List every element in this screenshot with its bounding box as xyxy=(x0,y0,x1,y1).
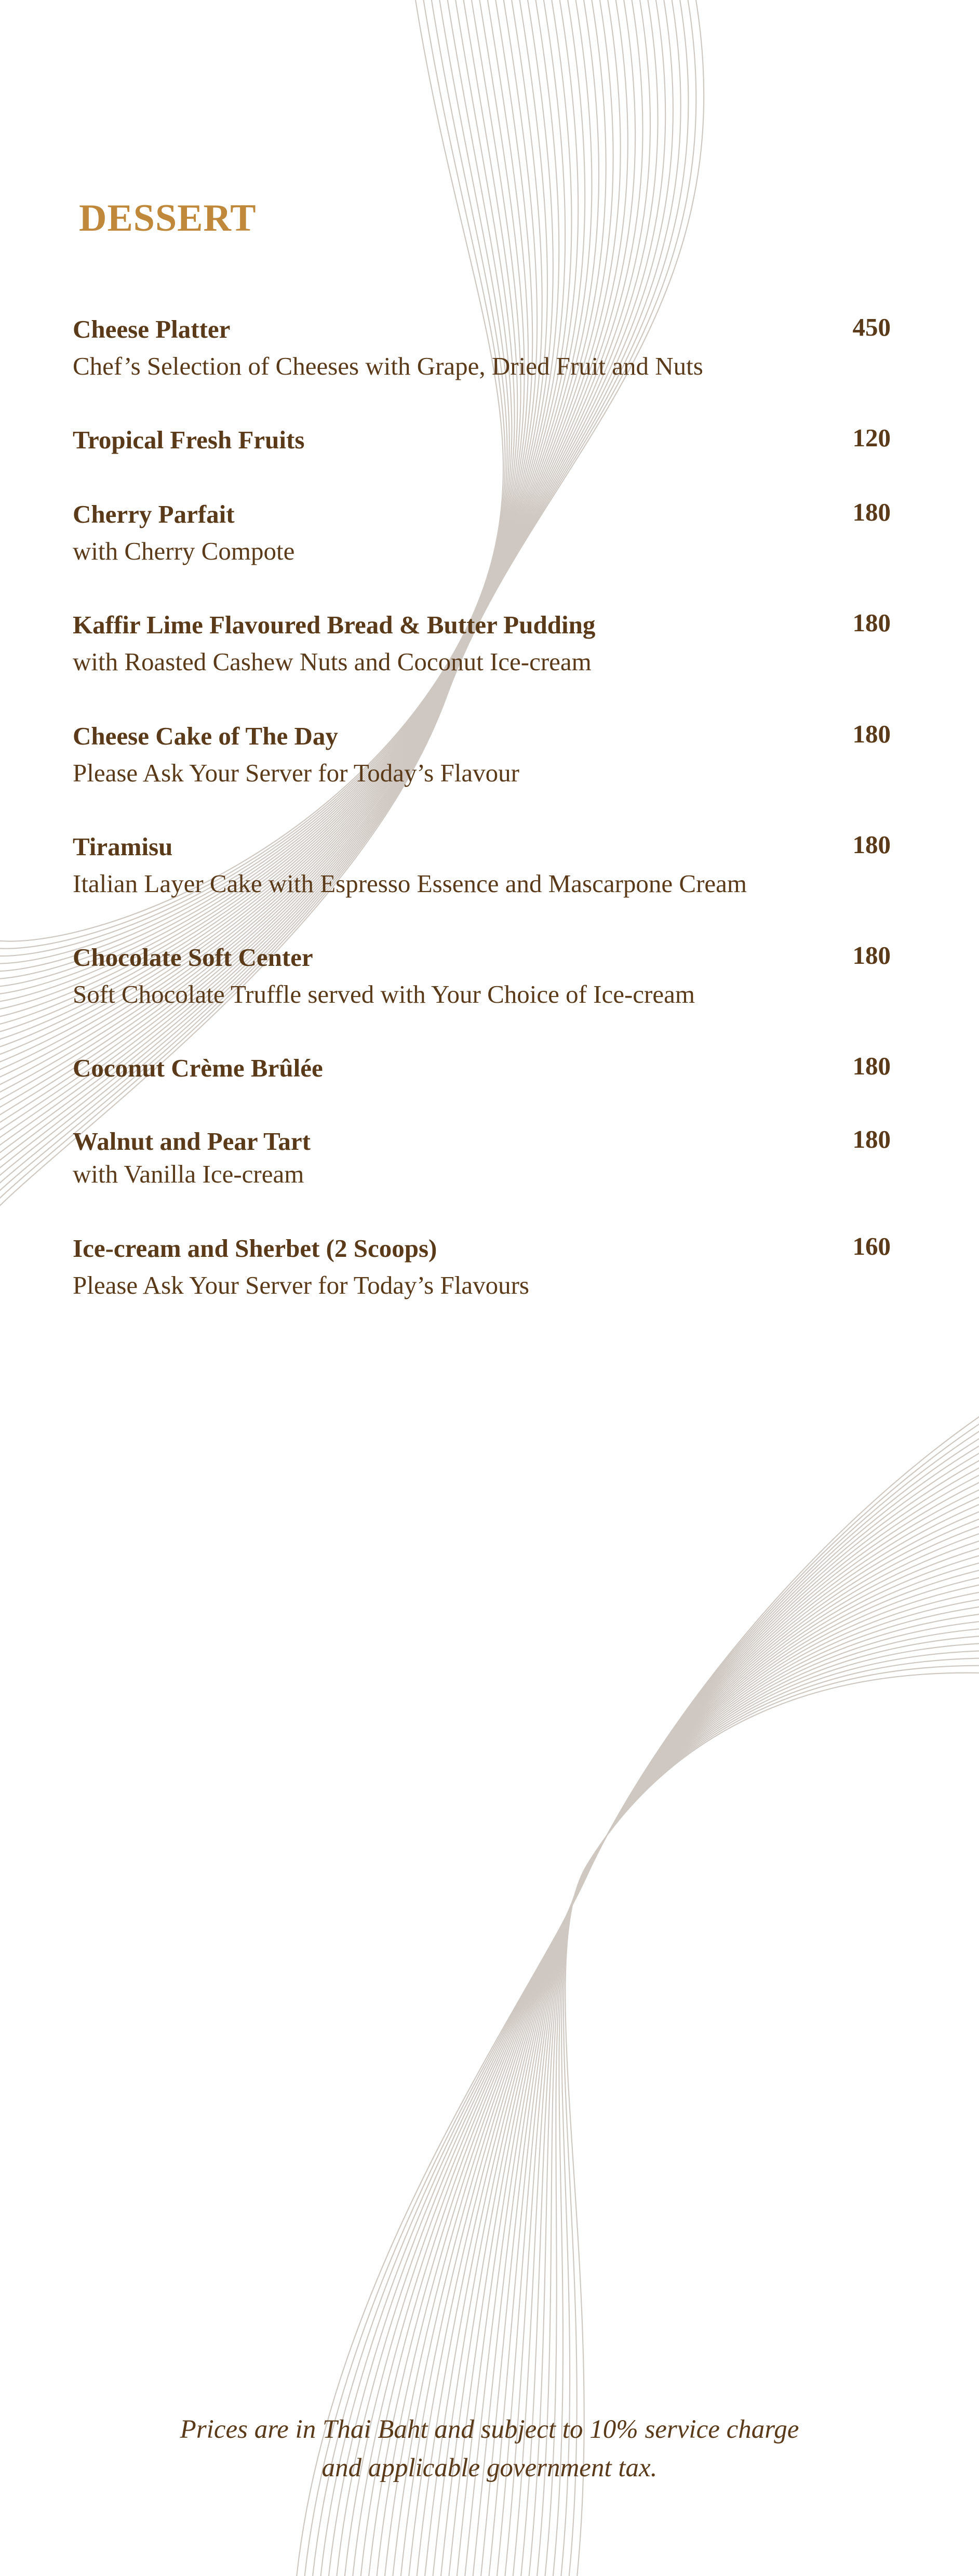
item-description: with Cherry Compote xyxy=(73,536,295,565)
item-price: 180 xyxy=(852,720,891,748)
item-description: Please Ask Your Server for Today’s Flavour xyxy=(73,758,519,787)
item-name: Cheese Platter xyxy=(73,315,231,343)
menu-item-cheese-cake xyxy=(73,721,891,789)
item-name: Tiramisu xyxy=(73,832,173,861)
menu-item-ice-cream-sherbet xyxy=(73,1233,891,1301)
item-name: Kaffir Lime Flavoured Bread & Butter Pudding xyxy=(73,610,596,639)
menu-item-walnut-pear-tart xyxy=(73,1126,891,1190)
menu-item-coconut-creme-brulee xyxy=(73,1053,891,1084)
footer-note xyxy=(0,2411,979,2488)
item-price: 180 xyxy=(852,941,891,970)
menu-item-cherry-parfait xyxy=(73,499,891,567)
item-price: 180 xyxy=(852,498,891,526)
menu-item-tiramisu xyxy=(73,832,891,899)
menu-item-chocolate-soft-center xyxy=(73,942,891,1010)
item-description: Chef’s Selection of Cheeses with Grape, Dried Fruit and Nuts xyxy=(73,351,703,380)
item-name: Coconut Crème Brûlée xyxy=(73,1054,323,1082)
item-name: Cheese Cake of The Day xyxy=(73,722,338,750)
item-description: Soft Chocolate Truffle served with Your Choice of Ice-cream xyxy=(73,979,695,1008)
menu-item-cheese-platter xyxy=(73,314,891,382)
item-price: 450 xyxy=(852,313,891,341)
item-name: Tropical Fresh Fruits xyxy=(73,426,305,454)
item-price: 120 xyxy=(852,423,891,452)
footer-line-2: and applicable government tax. xyxy=(321,2453,658,2482)
section-title: DESSERT xyxy=(79,197,257,240)
item-price: 160 xyxy=(852,1232,891,1260)
item-description: with Roasted Cashew Nuts and Coconut Ice-cream xyxy=(73,647,592,676)
item-name: Cherry Parfait xyxy=(73,500,235,528)
footer-line-1: Prices are in Thai Baht and subject to 10% service charge xyxy=(180,2415,799,2444)
item-price: 180 xyxy=(852,1052,891,1080)
item-description: with Vanilla Ice-cream xyxy=(73,1159,304,1188)
item-price: 180 xyxy=(852,608,891,637)
item-description: Please Ask Your Server for Today’s Flavours xyxy=(73,1270,529,1299)
item-description: Italian Layer Cake with Espresso Essence and Mascarpone Cream xyxy=(73,869,747,898)
menu-item-bread-butter-pudding xyxy=(73,610,891,678)
item-name: Walnut and Pear Tart xyxy=(73,1127,311,1156)
item-price: 180 xyxy=(852,830,891,859)
item-price: 180 xyxy=(852,1125,891,1153)
item-name: Chocolate Soft Center xyxy=(73,943,313,972)
menu-item-tropical-fresh-fruits xyxy=(73,425,891,456)
item-name: Ice-cream and Sherbet (2 Scoops) xyxy=(73,1234,437,1263)
